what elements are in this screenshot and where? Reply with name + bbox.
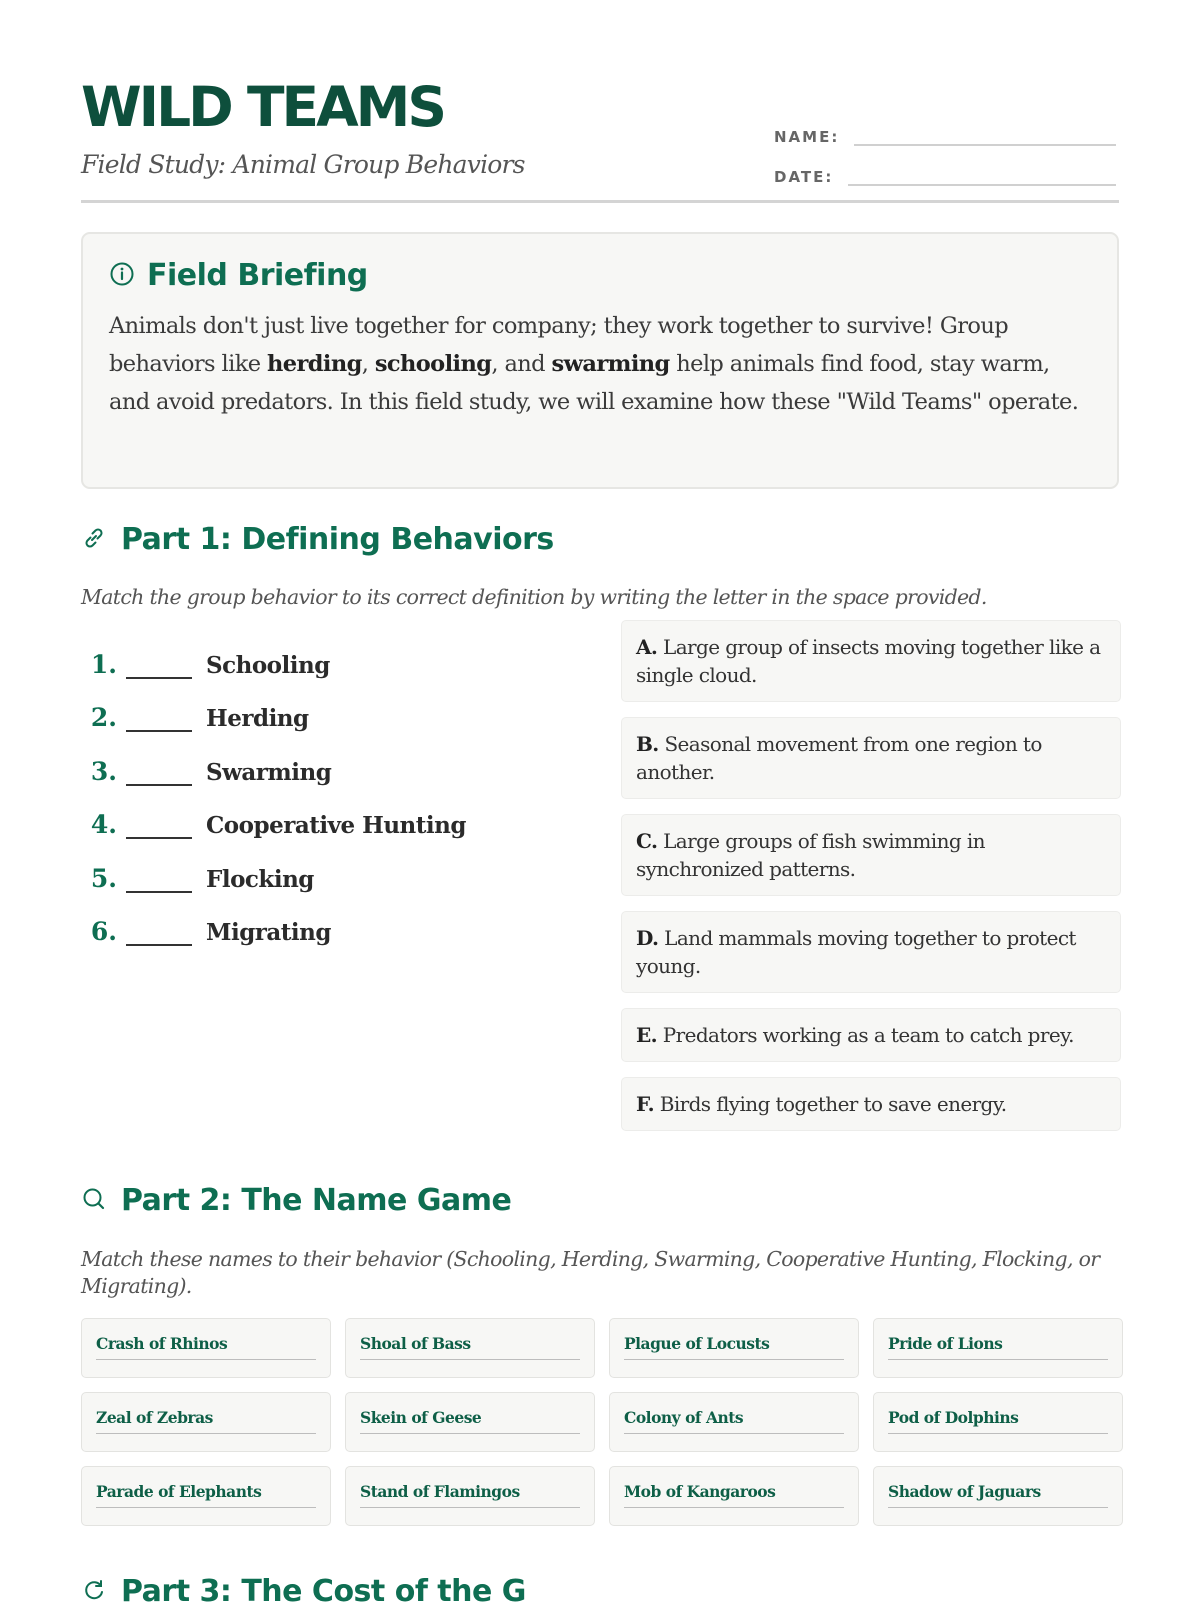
- answer-blank[interactable]: [126, 914, 192, 946]
- definition-text: Birds flying together to save energy.: [659, 1092, 1007, 1116]
- name-card[interactable]: [873, 1392, 1123, 1452]
- name-input-line[interactable]: [854, 118, 1116, 146]
- definition-letter: F.: [636, 1092, 654, 1116]
- term-label: Cooperative Hunting: [206, 812, 466, 839]
- name-card[interactable]: [873, 1466, 1123, 1526]
- part3-title: Part 3: The Cost of the G: [121, 1574, 526, 1609]
- briefing-bold-swarming: swarming: [551, 351, 670, 377]
- name-card-label: Skein of Geese: [360, 1408, 580, 1434]
- name-card[interactable]: [609, 1392, 859, 1452]
- name-card-label: Pod of Dolphins: [888, 1408, 1108, 1434]
- page-title: WILD TEAMS: [81, 75, 444, 139]
- name-card[interactable]: [609, 1318, 859, 1378]
- part1-title: Part 1: Defining Behaviors: [121, 522, 554, 557]
- definition-text: Large groups of fish swimming in synchronized patterns.: [636, 829, 985, 881]
- answer-blank[interactable]: [126, 807, 192, 839]
- refresh-icon: [81, 1577, 107, 1607]
- field-briefing-box: [81, 232, 1119, 489]
- info-icon: [109, 261, 135, 291]
- name-card-label: Mob of Kangaroos: [624, 1482, 844, 1508]
- definition-letter: A.: [636, 635, 658, 659]
- name-card-label: Pride of Lions: [888, 1334, 1108, 1360]
- part3-heading: [81, 1574, 1121, 1609]
- worksheet-header: [81, 0, 1119, 203]
- term-item: [81, 679, 581, 733]
- term-label: Swarming: [206, 758, 332, 786]
- term-number: 4.: [90, 810, 117, 839]
- part2-instructions: Match these names to their behavior (Schooling, Herding, Swarming, Cooperative Hunting, Flocking, or Migrating).: [81, 1247, 1100, 1298]
- worksheet-page: [0, 0, 1200, 489]
- name-card-label: Parade of Elephants: [96, 1482, 316, 1508]
- part1-instructions: Match the group behavior to its correct definition by writing the letter in the space provided.: [81, 585, 987, 609]
- name-card[interactable]: [873, 1318, 1123, 1378]
- name-card[interactable]: [81, 1466, 331, 1526]
- definition-letter: B.: [636, 732, 659, 756]
- definition-text: Land mammals moving together to protect young.: [636, 926, 1076, 978]
- definition-card: [621, 717, 1121, 799]
- definition-text: Seasonal movement from one region to another.: [636, 732, 1042, 784]
- term-number: 5.: [90, 863, 117, 893]
- term-item: [81, 839, 581, 893]
- definition-card: [621, 814, 1121, 896]
- definition-letter: C.: [636, 829, 658, 853]
- link-icon: [81, 525, 107, 555]
- term-list: [81, 625, 581, 946]
- name-card-label: Shoal of Bass: [360, 1334, 580, 1360]
- term-number: 1.: [90, 649, 117, 679]
- briefing-text-part: , and: [491, 351, 552, 377]
- term-item: [81, 786, 581, 840]
- date-input-line[interactable]: [848, 158, 1116, 186]
- part1-section: [81, 522, 1121, 1155]
- name-card-label: Shadow of Jaguars: [888, 1482, 1108, 1508]
- page-subtitle: Field Study: Animal Group Behaviors: [81, 150, 525, 179]
- name-card-label: Stand of Flamingos: [360, 1482, 580, 1508]
- term-label: Schooling: [206, 651, 330, 679]
- name-field: [774, 118, 1116, 146]
- name-card[interactable]: [345, 1318, 595, 1378]
- answer-blank[interactable]: [126, 754, 192, 786]
- definition-card: [621, 620, 1121, 702]
- definition-text: Large group of insects moving together like a single cloud.: [636, 635, 1101, 687]
- briefing-text: [109, 307, 1091, 421]
- part2-section: [81, 1183, 1121, 1526]
- term-label: Herding: [206, 705, 309, 732]
- definition-card: [621, 911, 1121, 993]
- part2-heading: [81, 1183, 1121, 1218]
- name-card[interactable]: [81, 1318, 331, 1378]
- briefing-title: Field Briefing: [147, 258, 368, 293]
- name-label: NAME:: [774, 128, 840, 146]
- definition-text: Predators working as a team to catch prey.: [662, 1023, 1074, 1047]
- briefing-text-part: Animals don't just live together for company; they work together to survive! Group behaviors like: [109, 313, 1009, 377]
- search-icon: [81, 1186, 107, 1216]
- part1-heading: [81, 522, 1121, 557]
- definition-card: [621, 1008, 1121, 1062]
- term-label: Migrating: [206, 919, 331, 946]
- definition-list: [621, 620, 1121, 1146]
- briefing-text-part: help animals find food, stay warm, and avoid predators. In this field study, we will examine how these "Wild Teams" operate.: [109, 351, 1079, 415]
- part2-title: Part 2: The Name Game: [121, 1183, 512, 1218]
- name-card-label: Crash of Rhinos: [96, 1334, 316, 1360]
- date-field: [774, 158, 1116, 186]
- definition-letter: D.: [636, 926, 659, 950]
- date-label: DATE:: [774, 168, 834, 186]
- term-number: 6.: [90, 917, 117, 946]
- name-card[interactable]: [345, 1392, 595, 1452]
- name-card[interactable]: [609, 1466, 859, 1526]
- name-card[interactable]: [81, 1392, 331, 1452]
- definition-letter: E.: [636, 1023, 658, 1047]
- briefing-bold-herding: herding: [267, 351, 362, 377]
- briefing-heading: [109, 258, 1091, 293]
- definition-card: [621, 1077, 1121, 1131]
- answer-blank[interactable]: [126, 700, 192, 732]
- name-card-grid: [81, 1318, 1121, 1526]
- term-number: 2.: [90, 703, 117, 732]
- name-card-label: Zeal of Zebras: [96, 1408, 316, 1434]
- part3-section: [81, 1574, 1121, 1609]
- name-card-label: Plague of Locusts: [624, 1334, 844, 1360]
- name-card[interactable]: [345, 1466, 595, 1526]
- answer-blank[interactable]: [126, 647, 192, 679]
- answer-blank[interactable]: [126, 861, 192, 893]
- term-number: 3.: [90, 756, 117, 786]
- matching-area: [81, 625, 1121, 1155]
- briefing-text-part: ,: [361, 351, 375, 377]
- term-label: Flocking: [206, 865, 314, 893]
- term-item: [81, 893, 581, 947]
- name-card-label: Colony of Ants: [624, 1408, 844, 1434]
- term-item: [81, 732, 581, 786]
- term-item: [81, 625, 581, 679]
- briefing-bold-schooling: schooling: [374, 351, 492, 377]
